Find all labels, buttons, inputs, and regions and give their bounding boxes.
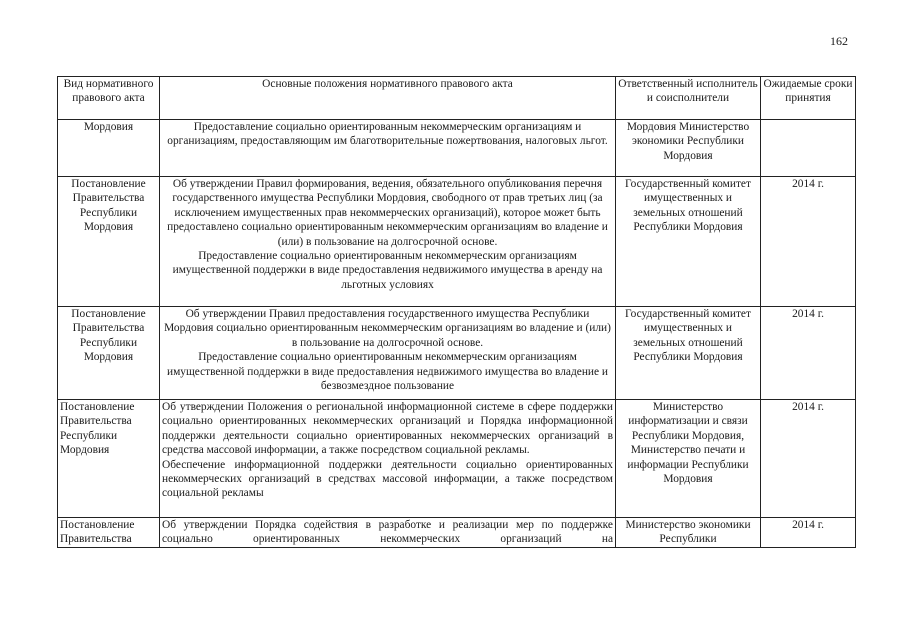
deadline-cell: 2014 г.: [761, 177, 856, 307]
table-header-row: [58, 77, 856, 120]
act-content-cell: [160, 307, 616, 400]
page-number: 162: [830, 34, 848, 48]
act-type-cell: Постановление Правительства Республики Мордовия: [58, 400, 160, 518]
act-content-paragraph: Обеспечение информационной поддержки деятельности социально ориентированных некоммерческих организаций в средствах массовой информации, а также посредством социальной рекламы: [162, 458, 613, 500]
deadline-cell: [761, 120, 856, 177]
act-content-cell: [160, 518, 616, 548]
executor-cell: Мордовия Министерство экономики Республики Мордовия: [616, 120, 761, 177]
act-type-cell: Постановление Правительства Республики Мордовия: [58, 307, 160, 400]
act-type-cell: Мордовия: [58, 120, 160, 177]
act-content-paragraph: Предоставление социально ориентированным некоммерческим организациям имущественной поддержки в виде предоставления недвижимого имущества во владение и безвозмездное пользование: [166, 351, 609, 393]
act-content-paragraph: Об утверждении Порядка содействия в разработке и реализации мер по поддержке социально ориентированных некоммерческих организаций на: [162, 519, 613, 546]
table-row: [58, 518, 856, 548]
table-row: [58, 400, 856, 518]
table-row: [58, 307, 856, 400]
act-content-paragraph: Предоставление социально ориентированным некоммерческим организациям имущественной поддержки в виде предоставления недвижимого имущества в аренду на льготных условиях: [172, 250, 603, 291]
act-content-cell: [160, 120, 616, 177]
executor-cell: Государственный комитет имущественных и земельных отношений Республики Мордовия: [616, 177, 761, 307]
header-executor: Ответственный исполнитель и соисполнители: [616, 77, 761, 120]
act-content-paragraph: Предоставление социально ориентированным некоммерческим организациям и организациям, предоставляющим им благотворительные пожертвования, налоговых льгот.: [167, 121, 608, 148]
act-content-paragraph: Об утверждении Правил формирования, ведения, обязательного опубликования перечня государственного имущества Республики Мордовия, свободного от прав третьих лиц (за исключением имущественных прав некоммерческих организаций), которое может быть предоставлено социально ориентированным некоммерческим организациям во владение и (или) в пользование на долгосрочной основе.: [167, 178, 608, 248]
executor-cell: Государственный комитет имущественных и земельных отношений Республики Мордовия: [616, 307, 761, 400]
act-type-cell: Постановление Правительства: [58, 518, 160, 548]
header-act-content: Основные положения нормативного правового акта: [160, 77, 616, 120]
table-row: [58, 120, 856, 177]
legal-acts-table: [57, 76, 856, 548]
act-content-cell: [160, 400, 616, 518]
deadline-cell: 2014 г.: [761, 518, 856, 548]
act-content-paragraph: Об утверждении Правил предоставления государственного имущества Республики Мордовия социально ориентированным некоммерческим организациям во владение и (или) в пользование на долгосрочной основе.: [164, 308, 611, 349]
deadline-cell: 2014 г.: [761, 400, 856, 518]
executor-cell: Министерство информатизации и связи Республики Мордовия, Министерство печати и информации Республики Мордовия: [616, 400, 761, 518]
header-deadline: Ожидаемые сроки принятия: [761, 77, 856, 120]
executor-cell: Министерство экономики Республики: [616, 518, 761, 548]
header-act-type: Вид нормативного правового акта: [58, 77, 160, 120]
act-type-cell: Постановление Правительства Республики Мордовия: [58, 177, 160, 307]
act-content-cell: [160, 177, 616, 307]
table-row: [58, 177, 856, 307]
deadline-cell: 2014 г.: [761, 307, 856, 400]
act-content-paragraph: Об утверждении Положения о региональной информационной системе в сфере поддержки социально ориентированных некоммерческих организаций и Порядка информационной поддержки деятельности социально ориентированных некоммерческих организаций в средства массовой информации, а также посредством социальной рекламы.: [162, 401, 613, 457]
